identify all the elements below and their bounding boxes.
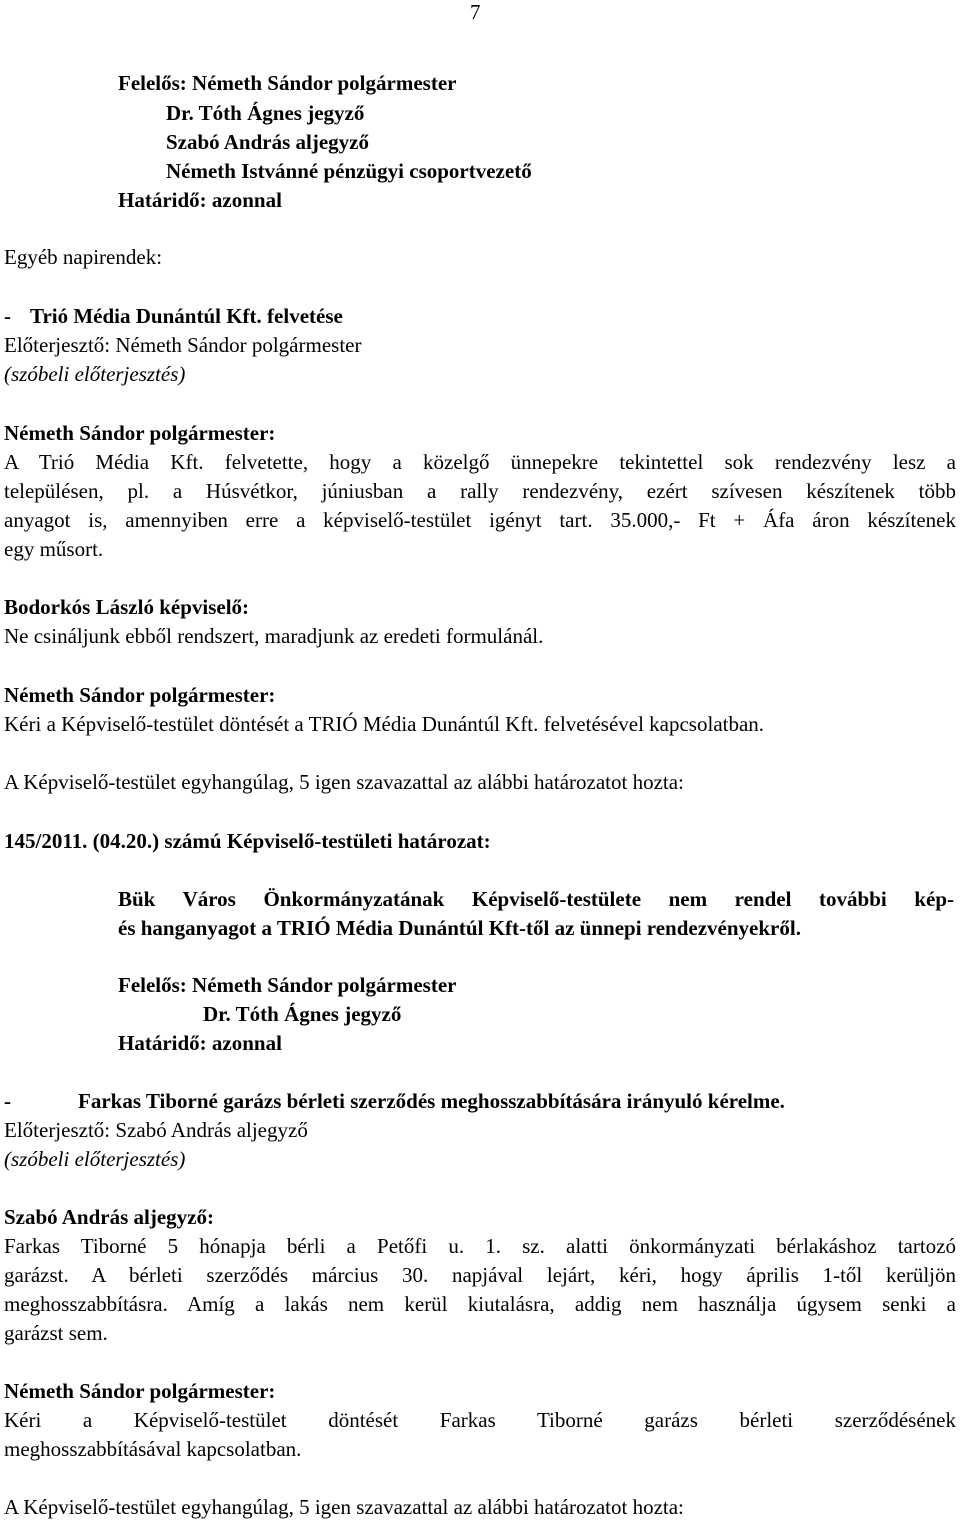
agenda-item-title <box>4 304 343 328</box>
page-number: 7 <box>470 0 481 24</box>
speech-line: garázst. A bérleti szerződés március 30. napjával lejárt, kéri, hogy április 1-től kerüljön <box>4 1263 956 1287</box>
responsible-person-2: Dr. Tóth Ágnes jegyző <box>166 101 365 125</box>
speech-line: Ne csináljunk ebből rendszert, maradjunk az eredeti formulánál. <box>4 624 544 648</box>
agenda-item-title <box>4 1089 785 1113</box>
list-dash: - <box>4 1089 11 1113</box>
speaker-label: Németh Sándor polgármester: <box>4 421 276 445</box>
speech-line: Kéri a Képviselő-testület döntését Farkas Tiborné garázs bérleti szerződésének <box>4 1408 956 1432</box>
resolution-text-line: és hanganyagot a TRIÓ Média Dunántúl Kft-től az ünnepi rendezvényekről. <box>118 916 801 940</box>
vote-statement: A Képviselő-testület egyhangúlag, 5 igen szavazattal az alábbi határozatot hozta: <box>4 770 684 794</box>
speech-line: meghosszabbításra. Amíg a lakás nem kerül kiutalásra, addig nem használja úgysem senki a <box>4 1292 956 1316</box>
speech-line: egy műsort. <box>4 537 104 561</box>
resolution-title: 145/2011. (04.20.) számú Képviselő-testületi határozat: <box>4 829 491 853</box>
vote-statement: A Képviselő-testület egyhangúlag, 5 igen szavazattal az alábbi határozatot hozta: <box>4 1495 684 1519</box>
speech-line: Farkas Tiborné 5 hónapja bérli a Petőfi u. 1. sz. alatti önkormányzati bérlakáshoz tartozó <box>4 1234 956 1258</box>
deadline-line: Határidő: azonnal <box>118 188 282 212</box>
speech-line: településen, pl. a Húsvétkor, júniusban a rally rendezvény, ezért szívesen készítenek több <box>4 479 956 503</box>
speech-line: meghosszabbításával kapcsolatban. <box>4 1437 302 1461</box>
agenda-item-title-text: Farkas Tiborné garázs bérleti szerződés meghosszabbítására irányuló kérelme. <box>78 1089 785 1113</box>
responsible-line: Felelős: Németh Sándor polgármester <box>118 71 457 95</box>
other-agenda-heading: Egyéb napirendek: <box>4 245 163 269</box>
presenter-line: Előterjesztő: Szabó András aljegyző <box>4 1118 308 1142</box>
resolution-text-line: Bük Város Önkormányzatának Képviselő-testülete nem rendel további kép- <box>118 887 954 911</box>
resolution-responsible: Felelős: Németh Sándor polgármester <box>118 973 457 997</box>
resolution-responsible-2: Dr. Tóth Ágnes jegyző <box>203 1002 402 1026</box>
speech-line: Kéri a Képviselő-testület döntését a TRIÓ Média Dunántúl Kft. felvetésével kapcsolatban. <box>4 712 765 736</box>
resolution-deadline: Határidő: azonnal <box>118 1031 282 1055</box>
agenda-item-title-text: Trió Média Dunántúl Kft. felvetése <box>30 304 343 328</box>
responsible-person-3: Szabó András aljegyző <box>166 130 370 154</box>
speech-line: anyagot is, amennyiben erre a képviselő-testület igényt tart. 35.000,- Ft + Áfa áron készítenek <box>4 508 956 532</box>
speech-line: garázst sem. <box>4 1321 108 1345</box>
speaker-label: Szabó András aljegyző: <box>4 1205 214 1229</box>
oral-presentation-note: (szóbeli előterjesztés) <box>4 1147 186 1171</box>
speaker-label: Bodorkós László képviselő: <box>4 595 250 619</box>
list-dash: - <box>4 304 11 328</box>
responsible-person-4: Németh Istvánné pénzügyi csoportvezető <box>166 159 532 183</box>
presenter-line: Előterjesztő: Németh Sándor polgármester <box>4 333 362 357</box>
speaker-label: Németh Sándor polgármester: <box>4 1379 276 1403</box>
speech-line: A Trió Média Kft. felvetette, hogy a közelgő ünnepekre tekintettel sok rendezvény lesz a <box>4 450 956 474</box>
speaker-label: Németh Sándor polgármester: <box>4 683 276 707</box>
oral-presentation-note: (szóbeli előterjesztés) <box>4 362 186 386</box>
